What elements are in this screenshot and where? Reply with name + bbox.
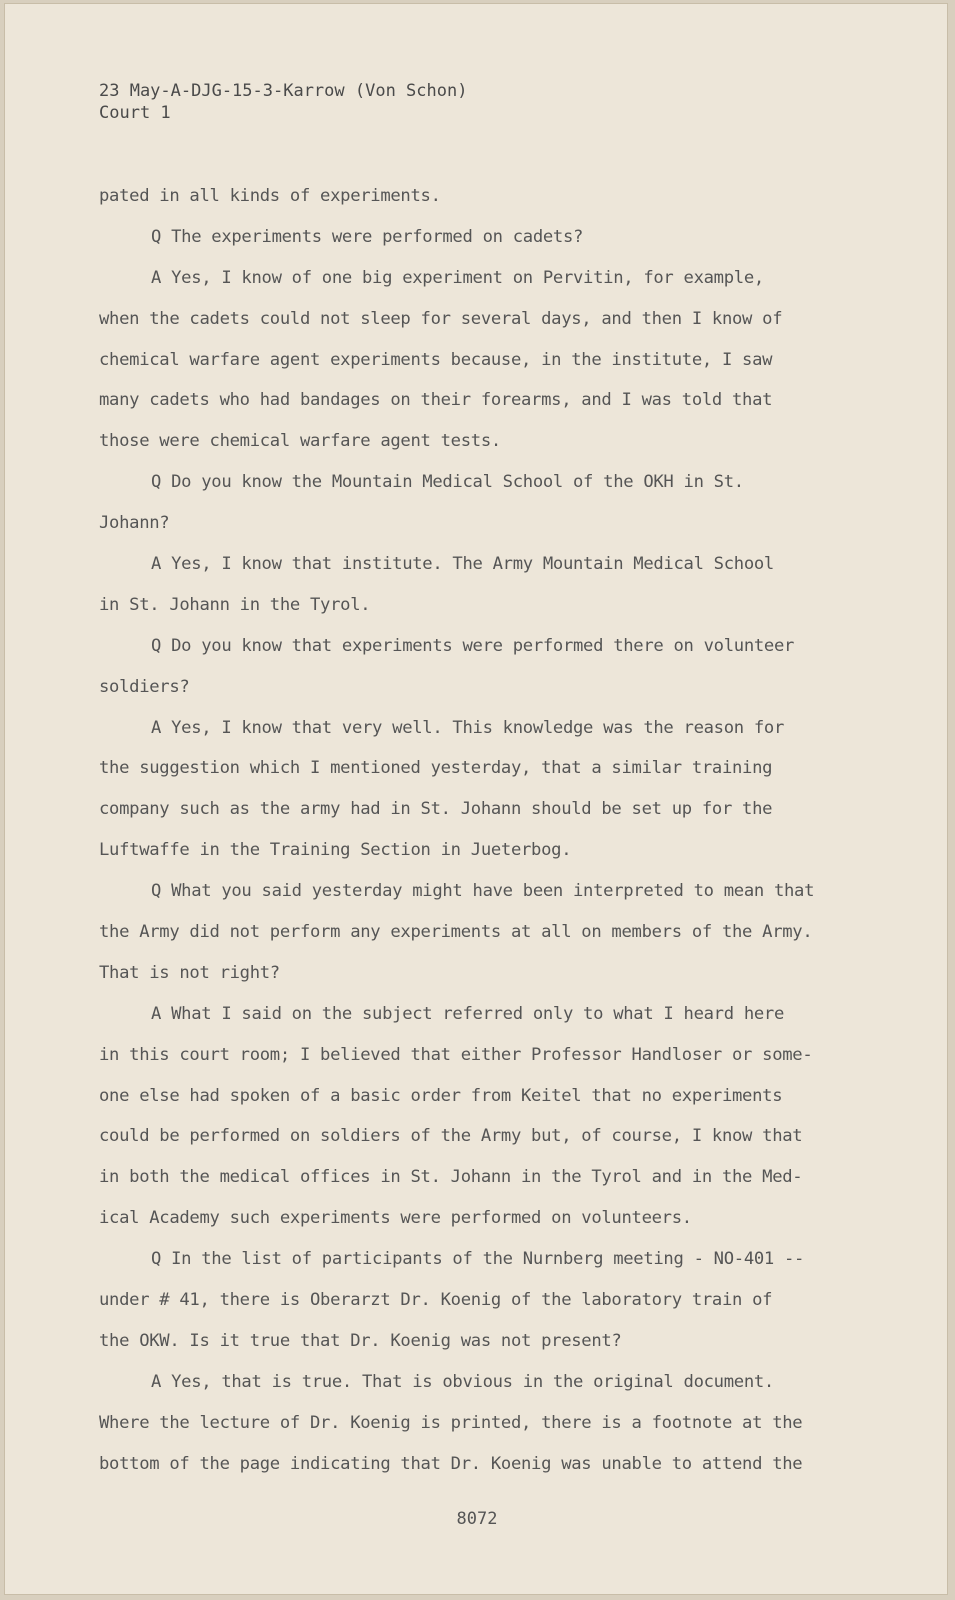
text-line: the Army did not perform any experiments at all on members of the Army. bbox=[99, 922, 813, 943]
text-line: Q What you said yesterday might have been interpreted to mean that bbox=[151, 881, 815, 902]
text-line: in St. Johann in the Tyrol. bbox=[99, 594, 371, 615]
transcript-body bbox=[99, 176, 859, 1485]
text-line: Q Do you know that experiments were performed there on volunteer bbox=[151, 635, 795, 656]
text-line: the suggestion which I mentioned yesterday, that a similar training bbox=[99, 758, 773, 779]
text-line: Luftwaffe in the Training Section in Jueterbog. bbox=[99, 840, 572, 861]
text-line: chemical warfare agent experiments because, in the institute, I saw bbox=[99, 349, 773, 370]
text-line: in this court room; I believed that either Professor Handloser or some- bbox=[99, 1044, 813, 1065]
header-reference: 23 May-A-DJG-15-3-Karrow (Von Schon) bbox=[99, 81, 468, 101]
text-line: A Yes, I know of one big experiment on Pervitin, for example, bbox=[151, 267, 764, 288]
text-line: Johann? bbox=[99, 513, 170, 534]
document-page bbox=[4, 3, 948, 1595]
text-line: Q In the list of participants of the Nurnberg meeting - NO-401 -- bbox=[151, 1249, 805, 1270]
text-line: many cadets who had bandages on their forearms, and I was told that bbox=[99, 390, 773, 411]
text-line: soldiers? bbox=[99, 676, 190, 697]
text-line: company such as the army had in St. Johann should be set up for the bbox=[99, 799, 773, 820]
text-line: A Yes, that is true. That is obvious in the original document. bbox=[151, 1371, 774, 1392]
text-line: pated in all kinds of experiments. bbox=[99, 186, 441, 206]
text-line: A Yes, I know that very well. This knowledge was the reason for bbox=[151, 717, 785, 738]
text-line: those were chemical warfare agent tests. bbox=[99, 431, 501, 452]
text-line: That is not right? bbox=[99, 962, 280, 983]
text-line: one else had spoken of a basic order from Keitel that no experiments bbox=[99, 1085, 783, 1106]
text-line: Q The experiments were performed on cadets? bbox=[151, 226, 584, 247]
text-line: under # 41, there is Oberarzt Dr. Koenig of the laboratory train of bbox=[99, 1290, 773, 1311]
header-court: Court 1 bbox=[99, 103, 171, 123]
text-line: in both the medical offices in St. Johann in the Tyrol and in the Med- bbox=[99, 1167, 803, 1188]
document-header bbox=[99, 80, 467, 124]
text-line: the OKW. Is it true that Dr. Koenig was not present? bbox=[99, 1330, 622, 1351]
page-number: 8072 bbox=[456, 1509, 498, 1529]
text-line: Where the lecture of Dr. Koenig is printed, there is a footnote at the bbox=[99, 1412, 803, 1433]
text-line: bottom of the page indicating that Dr. Koenig was unable to attend the bbox=[99, 1453, 803, 1474]
text-line: Q Do you know the Mountain Medical School of the OKH in St. bbox=[151, 472, 744, 493]
text-line: ical Academy such experiments were performed on volunteers. bbox=[99, 1208, 692, 1229]
text-line: A Yes, I know that institute. The Army Mountain Medical School bbox=[151, 554, 774, 575]
text-line: could be performed on soldiers of the Army but, of course, I know that bbox=[99, 1126, 803, 1147]
text-line: when the cadets could not sleep for several days, and then I know of bbox=[99, 308, 783, 329]
text-line: A What I said on the subject referred only to what I heard here bbox=[151, 1003, 785, 1024]
